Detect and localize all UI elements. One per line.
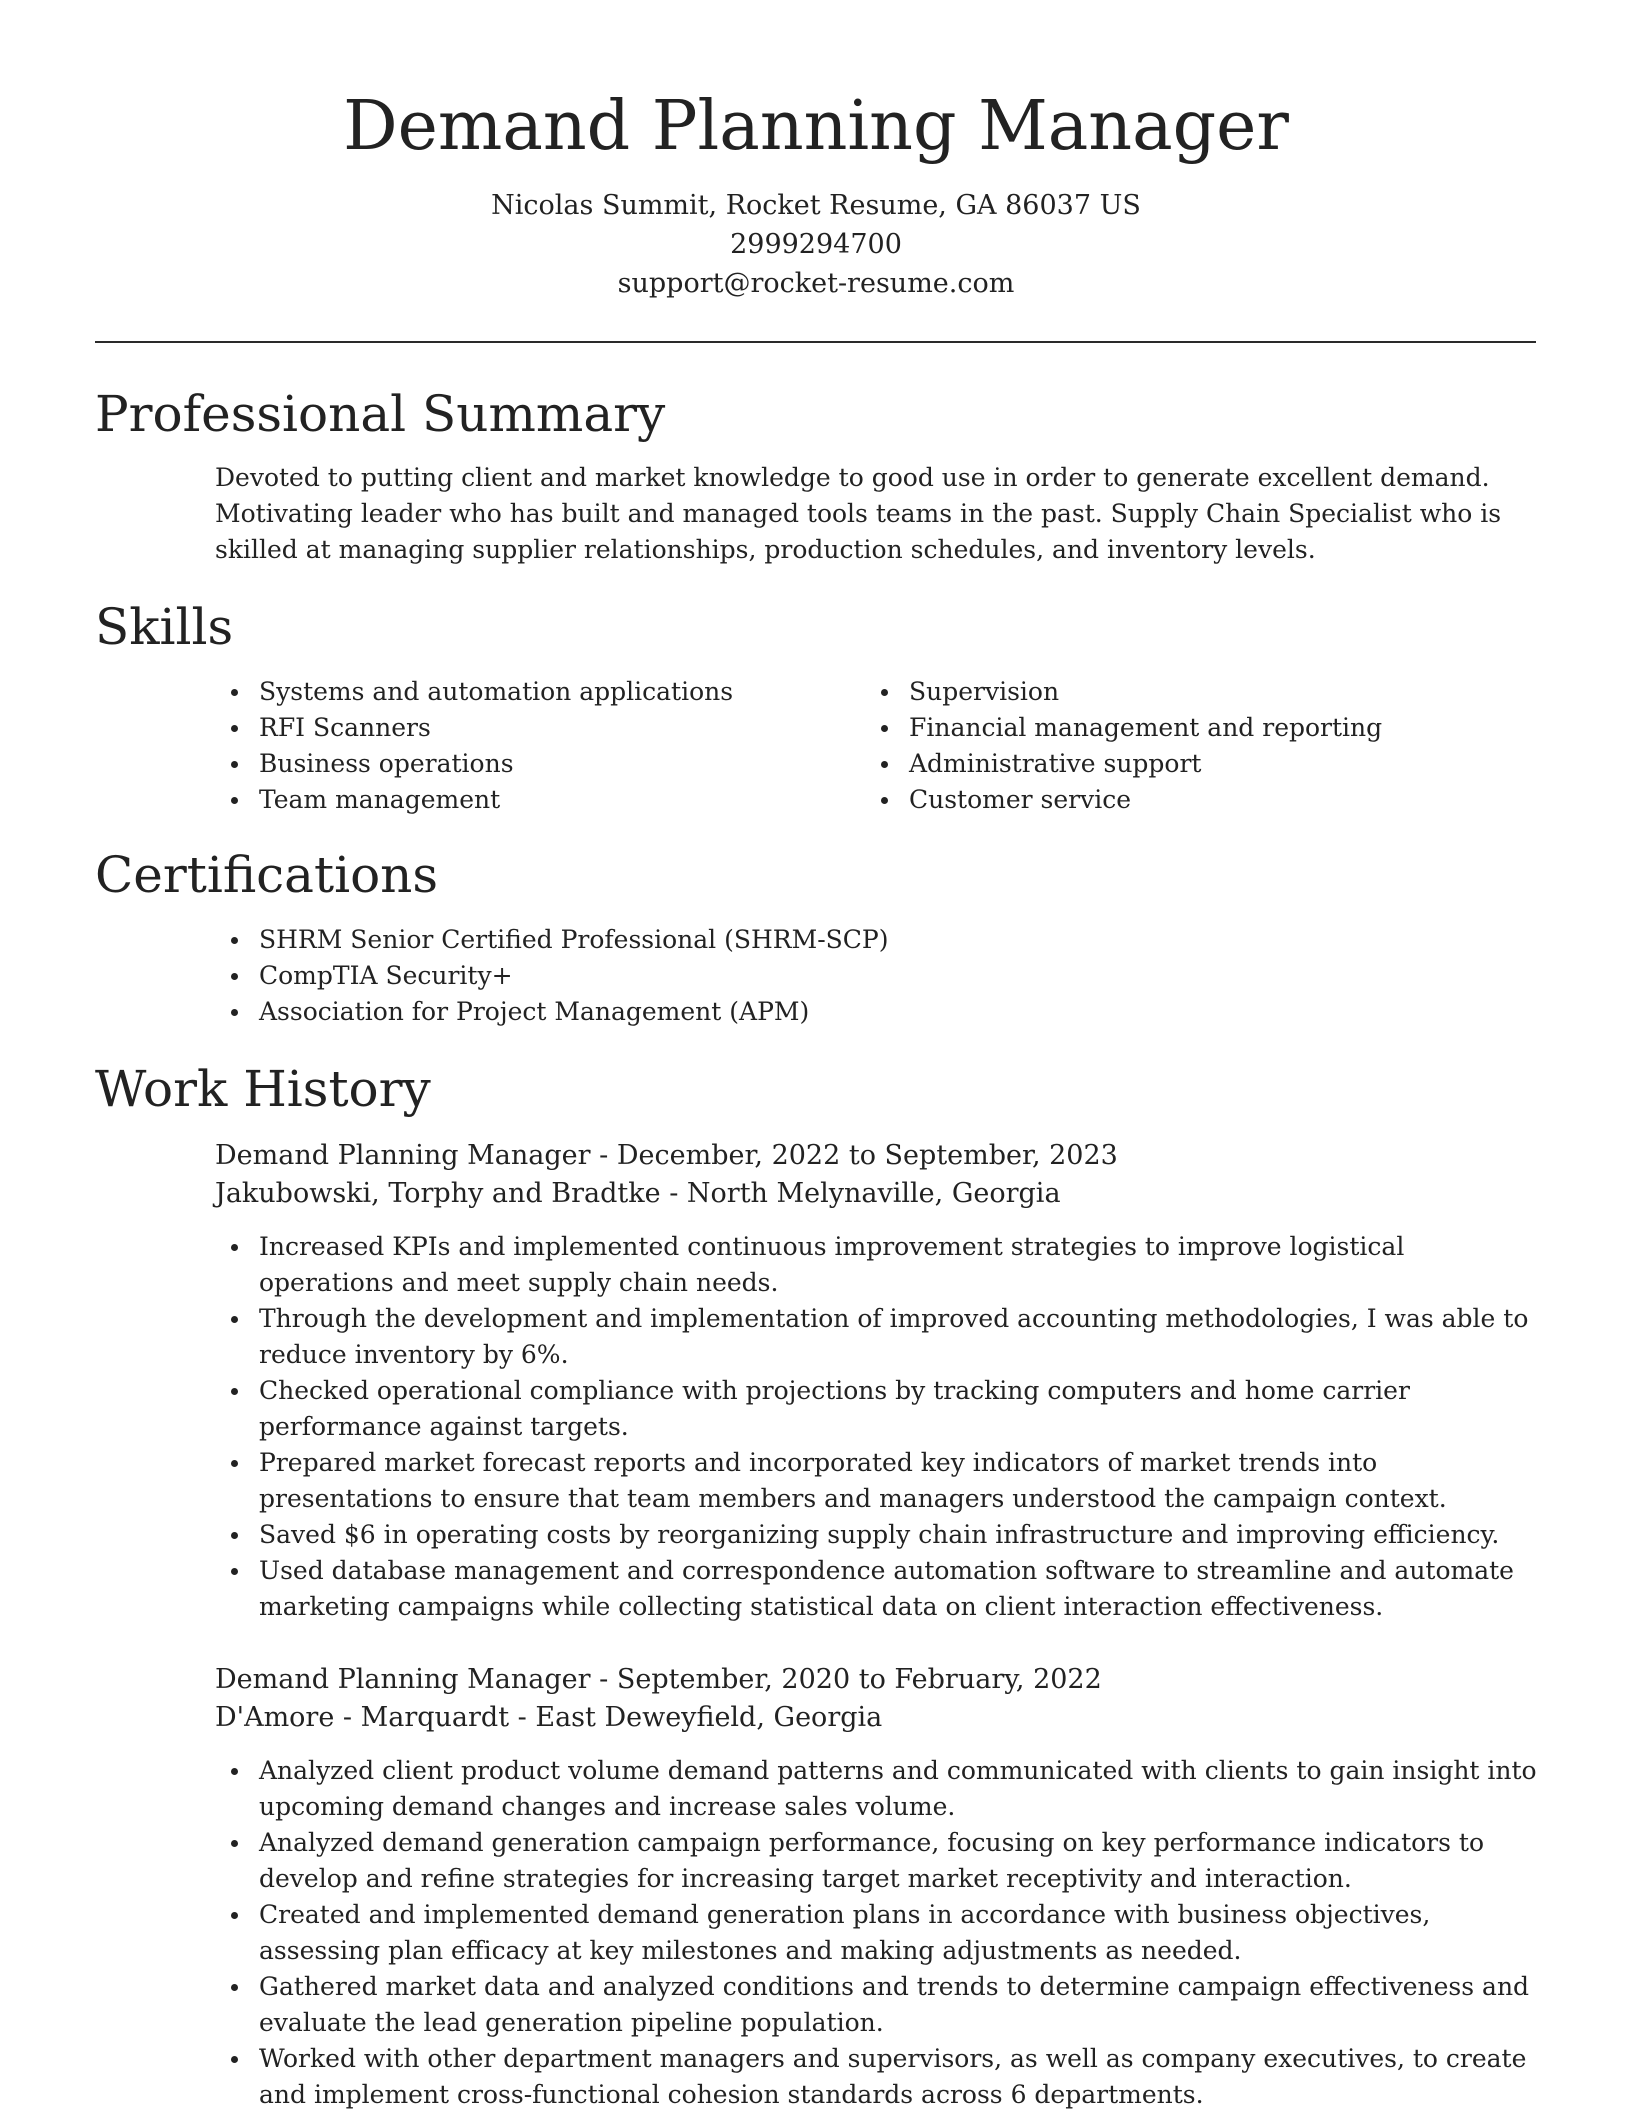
certifications-list [215, 922, 889, 1030]
job-bullet: Through the development and implementation of improved accounting methodologies, I was able to reduce inventory by 6%. [215, 1301, 1545, 1373]
job-role: Demand Planning Manager [215, 1140, 591, 1171]
job-company-line [215, 1699, 1545, 1737]
separator: - [599, 1664, 617, 1695]
job-role: Demand Planning Manager [215, 1664, 591, 1695]
job-bullet: Created and implemented demand generation plans in accordance with business objectives, assessing plan efficacy at key milestones and making adjustments as needed. [215, 1897, 1545, 1969]
job-dates: September, 2020 to February, 2022 [616, 1664, 1102, 1695]
job-bullet: Gathered market data and analyzed conditions and trends to determine campaign effectiveness and evaluate the lead generation pipeline population. [215, 1969, 1545, 2041]
skill-item: Systems and automation applications [215, 674, 733, 710]
certification-item: Association for Project Management (APM) [215, 994, 889, 1030]
separator: - [517, 1702, 536, 1733]
job-entry [215, 1661, 1545, 2113]
address-text: Nicolas Summit, Rocket Resume, GA 86037 US [491, 190, 1141, 221]
job-company: Jakubowski, Torphy and Bradtke [215, 1178, 661, 1209]
job-bullet: Increased KPIs and implemented continuous improvement strategies to improve logistical operations and meet supply chain needs. [215, 1229, 1545, 1301]
job-role-line [215, 1661, 1545, 1699]
job-bullet: Prepared market forecast reports and incorporated key indicators of market trends into presentations to ensure that team members and managers understood the campaign context. [215, 1445, 1545, 1517]
skill-item: Customer service [865, 782, 1382, 818]
skills-list-left [215, 674, 733, 818]
job-location: North Melynaville, Georgia [686, 1178, 1061, 1209]
skill-item: Financial management and reporting [865, 710, 1382, 746]
certifications-heading: Certifications [95, 846, 439, 904]
job-bullet: Analyzed demand generation campaign performance, focusing on key performance indicators to develop and refine strategies for increasing target market receptivity and interaction. [215, 1825, 1545, 1897]
job-entry [215, 1137, 1545, 1625]
job-bullets [215, 1753, 1545, 2113]
summary-heading: Professional Summary [95, 385, 666, 443]
job-bullet: Saved $6 in operating costs by reorganizing supply chain infrastructure and improving efficiency. [215, 1517, 1545, 1553]
skill-item: RFI Scanners [215, 710, 733, 746]
separator: - [669, 1178, 687, 1209]
job-company: D'Amore - Marquardt [215, 1702, 510, 1733]
candidate-title: Demand Planning Manager [343, 87, 1289, 166]
job-bullet: Worked with other department managers and supervisors, as well as company executives, to create and implement cross-functional cohesion standards across 6 departments. [215, 2041, 1545, 2113]
skill-item: Supervision [865, 674, 1382, 710]
work-history-heading: Work History [95, 1060, 431, 1118]
certification-item: CompTIA Security+ [215, 958, 889, 994]
job-bullet: Checked operational compliance with projections by tracking computers and home carrier performance against targets. [215, 1373, 1545, 1445]
job-company-line [215, 1175, 1545, 1213]
separator: - [599, 1140, 617, 1171]
job-bullets [215, 1229, 1545, 1625]
summary-text: Devoted to putting client and market knowledge to good use in order to generate excellent demand. Motivating leader who has built and managed tools teams in the past. Supply Chain Specialist who is skilled at managing supplier relationships, production schedules, and inventory levels. [215, 463, 1502, 564]
phone-text: 2999294700 [730, 229, 902, 260]
certification-item: SHRM Senior Certified Professional (SHRM-SCP) [215, 922, 889, 958]
skill-item: Team management [215, 782, 733, 818]
email-text: support@rocket-resume.com [617, 268, 1015, 299]
job-role-line [215, 1137, 1545, 1175]
job-location: East Deweyfield, Georgia [535, 1702, 883, 1733]
contact-block [0, 186, 1632, 303]
resume-header [0, 82, 1632, 303]
job-bullet: Used database management and correspondence automation software to streamline and automate marketing campaigns while collecting statistical data on client interaction effectiveness. [215, 1553, 1545, 1625]
skills-list-right [865, 674, 1382, 818]
job-bullet: Analyzed client product volume demand patterns and communicated with clients to gain insight into upcoming demand changes and increase sales volume. [215, 1753, 1545, 1825]
header-divider [95, 341, 1536, 343]
skill-item: Business operations [215, 746, 733, 782]
job-dates: December, 2022 to September, 2023 [616, 1140, 1118, 1171]
skill-item: Administrative support [865, 746, 1382, 782]
skills-heading: Skills [95, 598, 234, 656]
